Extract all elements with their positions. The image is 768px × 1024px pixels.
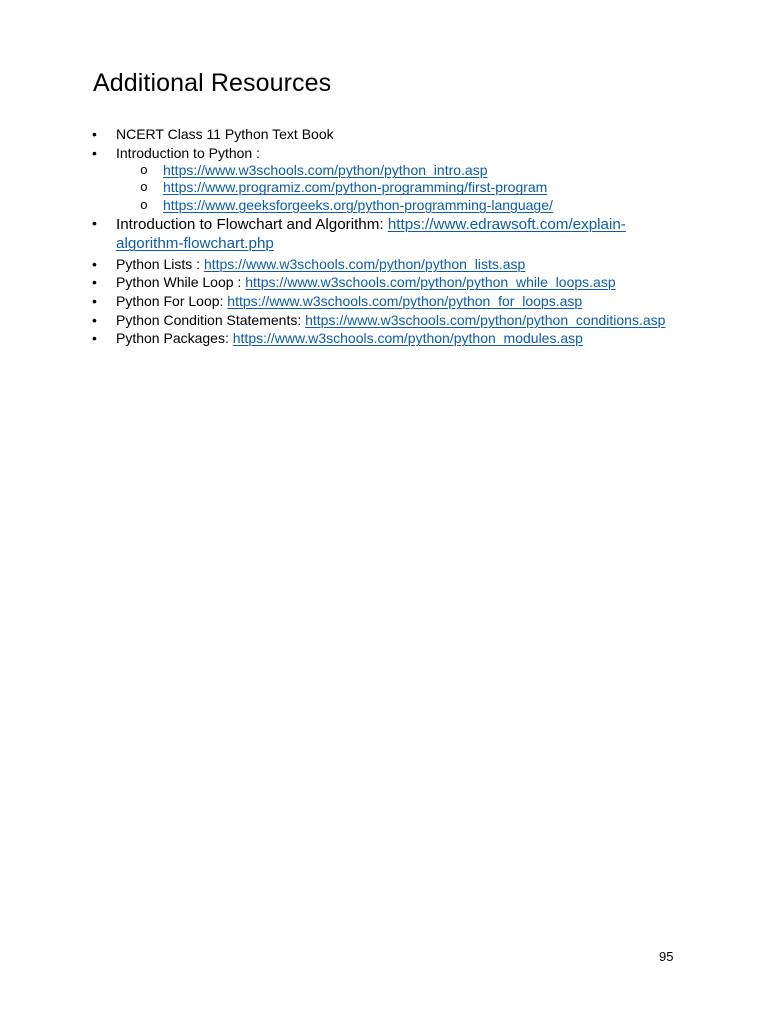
resource-python-lists [93, 255, 693, 274]
w3schools-intro-link[interactable]: https://www.w3schools.com/python/python_intro.asp [163, 162, 488, 179]
resource-ncert-textbook [93, 125, 693, 144]
sub-link-item [116, 179, 693, 196]
resource-label: Python Condition Statements: [116, 311, 306, 328]
resource-python-for-loop [93, 292, 693, 311]
resource-python-conditions [93, 311, 693, 330]
resource-label: NCERT Class 11 Python Text Book [116, 126, 334, 142]
python-modules-link[interactable]: https://www.w3schools.com/python/python_modules.asp [232, 330, 583, 347]
edrawsoft-flowchart-link-continued[interactable]: algorithm-flowchart.php [116, 235, 274, 253]
resource-flowchart-algorithm [93, 214, 693, 255]
resource-label: Introduction to Flowchart and Algorithm: [116, 215, 388, 233]
python-for-loops-link[interactable]: https://www.w3schools.com/python/python_for_loops.asp [227, 292, 583, 309]
geeksforgeeks-python-link[interactable]: https://www.geeksforgeeks.org/python-programming-language/ [163, 196, 553, 213]
programiz-first-program-link[interactable]: https://www.programiz.com/python-programming/first-program [163, 179, 548, 196]
resource-label: Python For Loop: [116, 292, 228, 309]
intro-python-links [116, 162, 693, 214]
python-while-loops-link[interactable]: https://www.w3schools.com/python/python_while_loops.asp [245, 274, 616, 291]
resource-label: Python Lists : [116, 255, 204, 272]
resource-list [93, 125, 693, 348]
python-conditions-link[interactable]: https://www.w3schools.com/python/python_conditions.asp [305, 311, 666, 328]
resource-label: Introduction to Python : [116, 144, 260, 161]
sub-link-item [116, 162, 693, 179]
page-number: 95 [659, 949, 674, 964]
resource-label: Python While Loop : [116, 274, 246, 291]
resource-label: Python Packages: [116, 330, 233, 347]
resource-python-while-loop [93, 273, 693, 292]
sub-link-item [116, 197, 693, 214]
resource-python-packages [93, 329, 693, 348]
edrawsoft-flowchart-link[interactable]: https://www.edrawsoft.com/explain- [387, 215, 626, 233]
python-lists-link[interactable]: https://www.w3schools.com/python/python_lists.asp [203, 255, 526, 272]
page-title: Additional Resources [93, 69, 332, 97]
resource-intro-python [93, 144, 693, 214]
